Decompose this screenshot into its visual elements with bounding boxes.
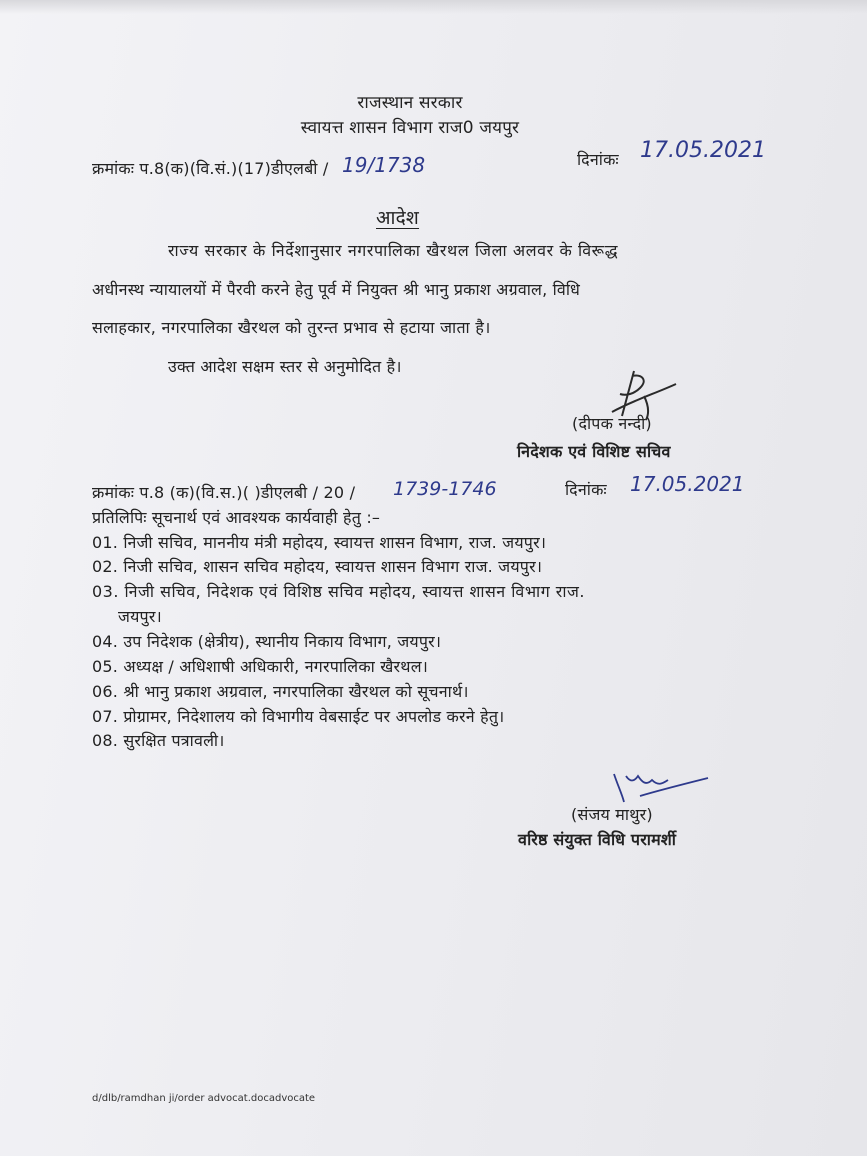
copy-item-5: 05. अध्यक्ष / अधिशाषी अधिकारी, नगरपालिका खैरथल। <box>92 657 429 676</box>
ref1-handwritten-number: 19/1738 <box>342 153 426 177</box>
copy-item-4: 04. उप निदेशक (क्षेत्रीय), स्थानीय निकाय विभाग, जयपुर। <box>92 632 442 651</box>
file-path-footer: d/dlb/ramdhan ji/order advocat.docadvocate <box>92 1093 316 1104</box>
copy-heading: प्रतिलिपिः सूचनार्थ एवं आवश्यक कार्यवाही हेतु :– <box>92 508 381 527</box>
order-para-line1: राज्य सरकार के निर्देशानुसार नगरपालिका खैरथल जिला अलवर के विरूद्ध <box>168 241 619 260</box>
copy-item-8: 08. सुरक्षित पत्रावली। <box>92 731 225 750</box>
ref1-date: 17.05.2021 <box>640 138 766 163</box>
copy-item-7: 07. प्रोग्रामर, निदेशालय को विभागीय वेबसाईट पर अपलोड करने हेतु। <box>92 707 505 726</box>
signatory2-designation: वरिष्ठ संयुक्त विधि परामर्शी <box>518 830 677 849</box>
order-approval: उक्त आदेश सक्षम स्तर से अनुमोदित है। <box>168 357 402 376</box>
ref1-date-label: दिनांकः <box>577 150 619 169</box>
ref2-handwritten-number: 1739-1746 <box>393 478 497 500</box>
ref2-date: 17.05.2021 <box>630 472 745 496</box>
order-title: आदेश <box>376 207 420 229</box>
copy-item-3: 03. निजी सचिव, निदेशक एवं विशिष्ठ सचिव महोदय, स्वायत्त शासन विभाग राज. <box>92 582 585 601</box>
signatory1-name: (दीपक नन्दी) <box>572 414 652 433</box>
signatory1-designation: निदेशक एवं विशिष्ट सचिव <box>517 442 671 461</box>
page-shadow <box>0 0 867 14</box>
ref2-number: क्रमांकः प.8 (क)(वि.स.)( )डीएलबी / 20 / <box>92 483 356 502</box>
signatory2-name: (संजय माथुर) <box>571 805 653 824</box>
header-department: स्वायत्त शासन विभाग राज0 जयपुर <box>300 118 520 138</box>
ref1-number: क्रमांकः प.8(क)(वि.सं.)(17)डीएलबी / <box>92 159 329 178</box>
ref2-date-label: दिनांकः <box>565 480 607 499</box>
copy-item-2: 02. निजी सचिव, शासन सचिव महोदय, स्वायत्त शासन विभाग राज. जयपुर। <box>92 557 543 576</box>
order-para-line3: सलाहकार, नगरपालिका खैरथल को तुरन्त प्रभाव से हटाया जाता है। <box>92 318 491 337</box>
header-govt: राजस्थान सरकार <box>357 93 463 113</box>
copy-item-6: 06. श्री भानु प्रकाश अग्रवाल, नगरपालिका खैरथल को सूचनार्थ। <box>92 682 469 701</box>
copy-item-3-continued: जयपुर। <box>118 607 162 626</box>
copy-item-1: 01. निजी सचिव, माननीय मंत्री महोदय, स्वायत्त शासन विभाग, राज. जयपुर। <box>92 533 547 552</box>
order-para-line2: अधीनस्थ न्यायालयों में पैरवी करने हेतु पूर्व में नियुक्त श्री भानु प्रकाश अग्रवाल, विधि <box>92 280 581 299</box>
